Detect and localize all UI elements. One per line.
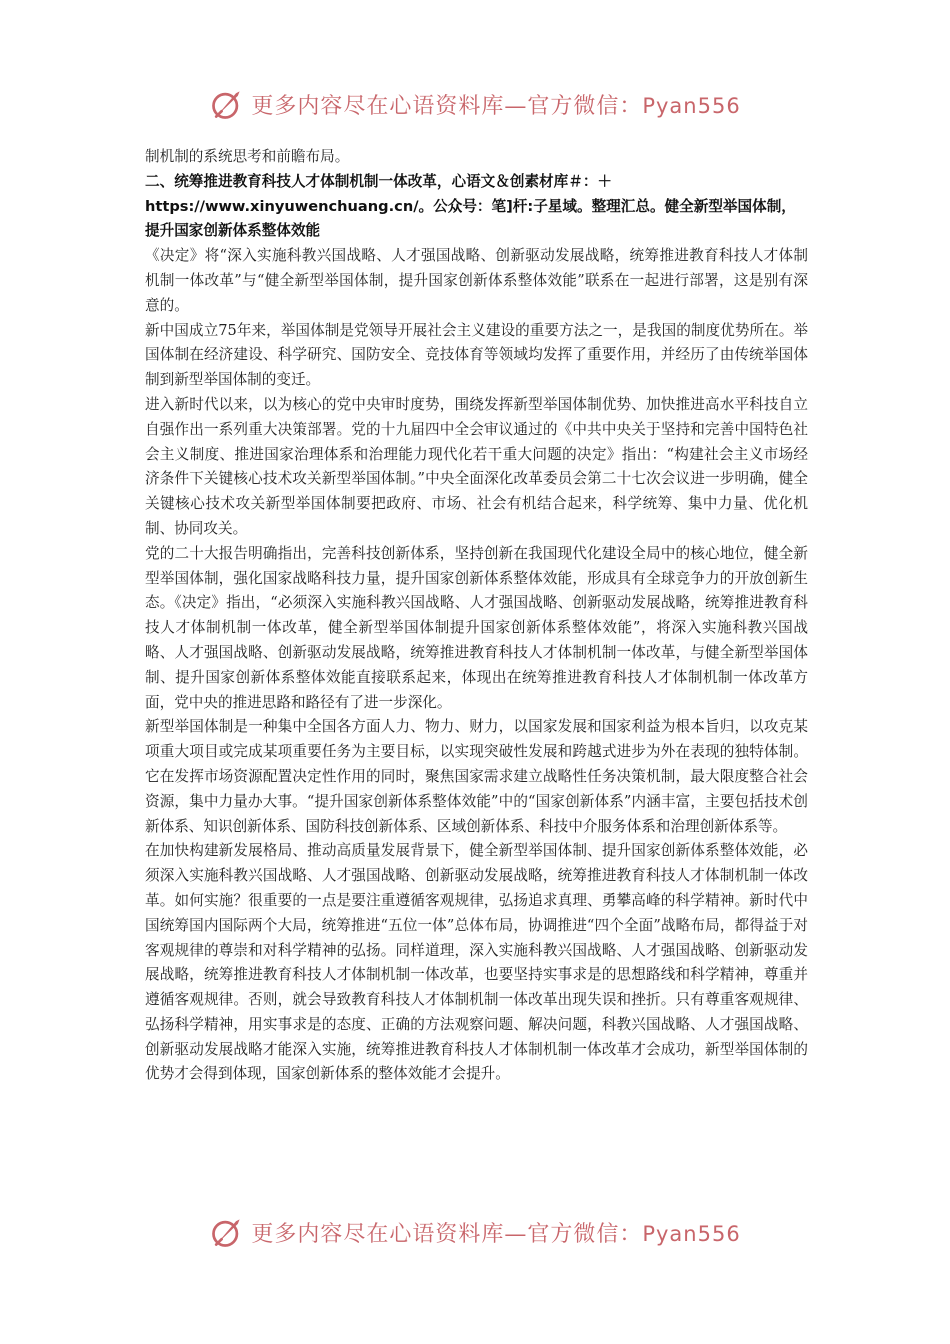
banner-text: 更多内容尽在心语资料库—官方微信：Pyan556 — [251, 1221, 741, 1247]
quill-logo-icon — [209, 1214, 245, 1250]
document-body — [145, 145, 808, 1087]
footer-banner — [0, 1212, 950, 1252]
paragraph: 在加快构建新发展格局、推动高质量发展背景下，健全新型举国体制、提升国家创新体系整体效能，必须深入实施科教兴国战略、人才强国战略、创新驱动发展战略，统筹推进教育科技人才体制机制一体改革。如何实施？很重要的一点是要注重遵循客观规律，弘扬追求真理、勇攀高峰的科学精神。新时代中国统筹国内国际两个大局，统筹推进“五位一体”总体布局，协调推进“四个全面”战略布局，都得益于对客观规律的尊崇和对科学精神的弘扬。同样道理，深入实施科教兴国战略、人才强国战略、创新驱动发展战略，统筹推进教育科技人才体制机制一体改革，也要坚持实事求是的思想路线和科学精神，尊重并遵循客观规律。否则，就会导致教育科技人才体制机制一体改革出现失误和挫折。只有尊重客观规律、弘扬科学精神，用实事求是的态度、正确的方法观察问题、解决问题，科教兴国战略、人才强国战略、创新驱动发展战略才能深入实施，统筹推进教育科技人才体制机制一体改革才会成功，新型举国体制的优势才会得到体现，国家创新体系的整体效能才会提升。 — [145, 842, 808, 1083]
wechat-account: Pyan556 — [642, 1221, 741, 1246]
paragraph: 新型举国体制是一种集中全国各方面人力、物力、财力，以国家发展和国家利益为根本旨归，以攻克某项重大项目或完成某项重要任务为主要目标，以实现突破性发展和跨越式进步为外在表现的独特体制。它在发挥市场资源配置决定性作用的同时，聚焦国家需求建立战略性任务决策机制，最大限度整合社会资源，集中力量办大事。“提升国家创新体系整体效能”中的“国家创新体系”内涵丰富，主要包括技术创新体系、知识创新体系、国防科技创新体系、区域创新体系、科技中介服务体系和治理创新体系等。 — [145, 718, 808, 835]
header-banner — [0, 84, 950, 124]
paragraph: 党的二十大报告明确指出，完善科技创新体系，坚持创新在我国现代化建设全局中的核心地位，健全新型举国体制，强化国家战略科技力量，提升国家创新体系整体效能，形成具有全球竞争力的开放创新生态。《决定》指出，“必须深入实施科教兴国战略、人才强国战略、创新驱动发展战略，统筹推进教育科技人才体制机制一体改革，健全新型举国体制提升国家创新体系整体效能”，将深入实施科教兴国战略、人才强国战略、创新驱动发展战略，统筹推进教育科技人才体制机制一体改革，与健全新型举国体制、提升国家创新体系整体效能直接联系起来，体现出在统筹推进教育科技人才体制机制一体改革方面，党中央的推进思路和路径有了进一步深化。 — [145, 544, 808, 711]
wechat-account: Pyan556 — [642, 93, 741, 118]
quill-logo-icon — [209, 86, 245, 122]
first-line: 制机制的系统思考和前瞻布局。 — [145, 148, 350, 165]
banner-text: 更多内容尽在心语资料库—官方微信：Pyan556 — [251, 93, 741, 119]
paragraph: 新中国成立75年来，举国体制是党领导开展社会主义建设的重要方法之一，是我国的制度优势所在。举国体制在经济建设、科学研究、国防安全、竞技体育等领域均发挥了重要作用，并经历了由传统举国体制到新型举国体制的变迁。 — [145, 321, 808, 389]
paragraph: 进入新时代以来，以为核心的党中央审时度势，围绕发挥新型举国体制优势、加快推进高水平科技自立自强作出一系列重大决策部署。党的十九届四中全会审议通过的《中共中央关于坚持和完善中国特色社会主义制度、推进国家治理体系和治理能力现代化若干重大问题的决定》指出：“构建社会主义市场经济条件下关键核心技术攻关新型举国体制。”中央全面深化改革委员会第二十七次会议进一步明确，健全关键核心技术攻关新型举国体制要把政府、市场、社会有机结合起来，科学统筹、集中力量、优化机制、协同攻关。 — [145, 395, 808, 537]
paragraph: 《决定》将“深入实施科教兴国战略、人才强国战略、创新驱动发展战略，统筹推进教育科技人才体制机制一体改革”与“健全新型举国体制，提升国家创新体系整体效能”联系在一起进行部署，这是别有深意的。 — [145, 247, 808, 314]
section-heading: 二、统筹推进教育科技人才体制机制一体改革，心语文＆创素材库＃：＋https://www.xinyuwenchuang.cn/。公众号：笔]杆:子星域。整理汇总。健全新型举国体制，提升国家创新体系整体效能 — [145, 172, 796, 240]
